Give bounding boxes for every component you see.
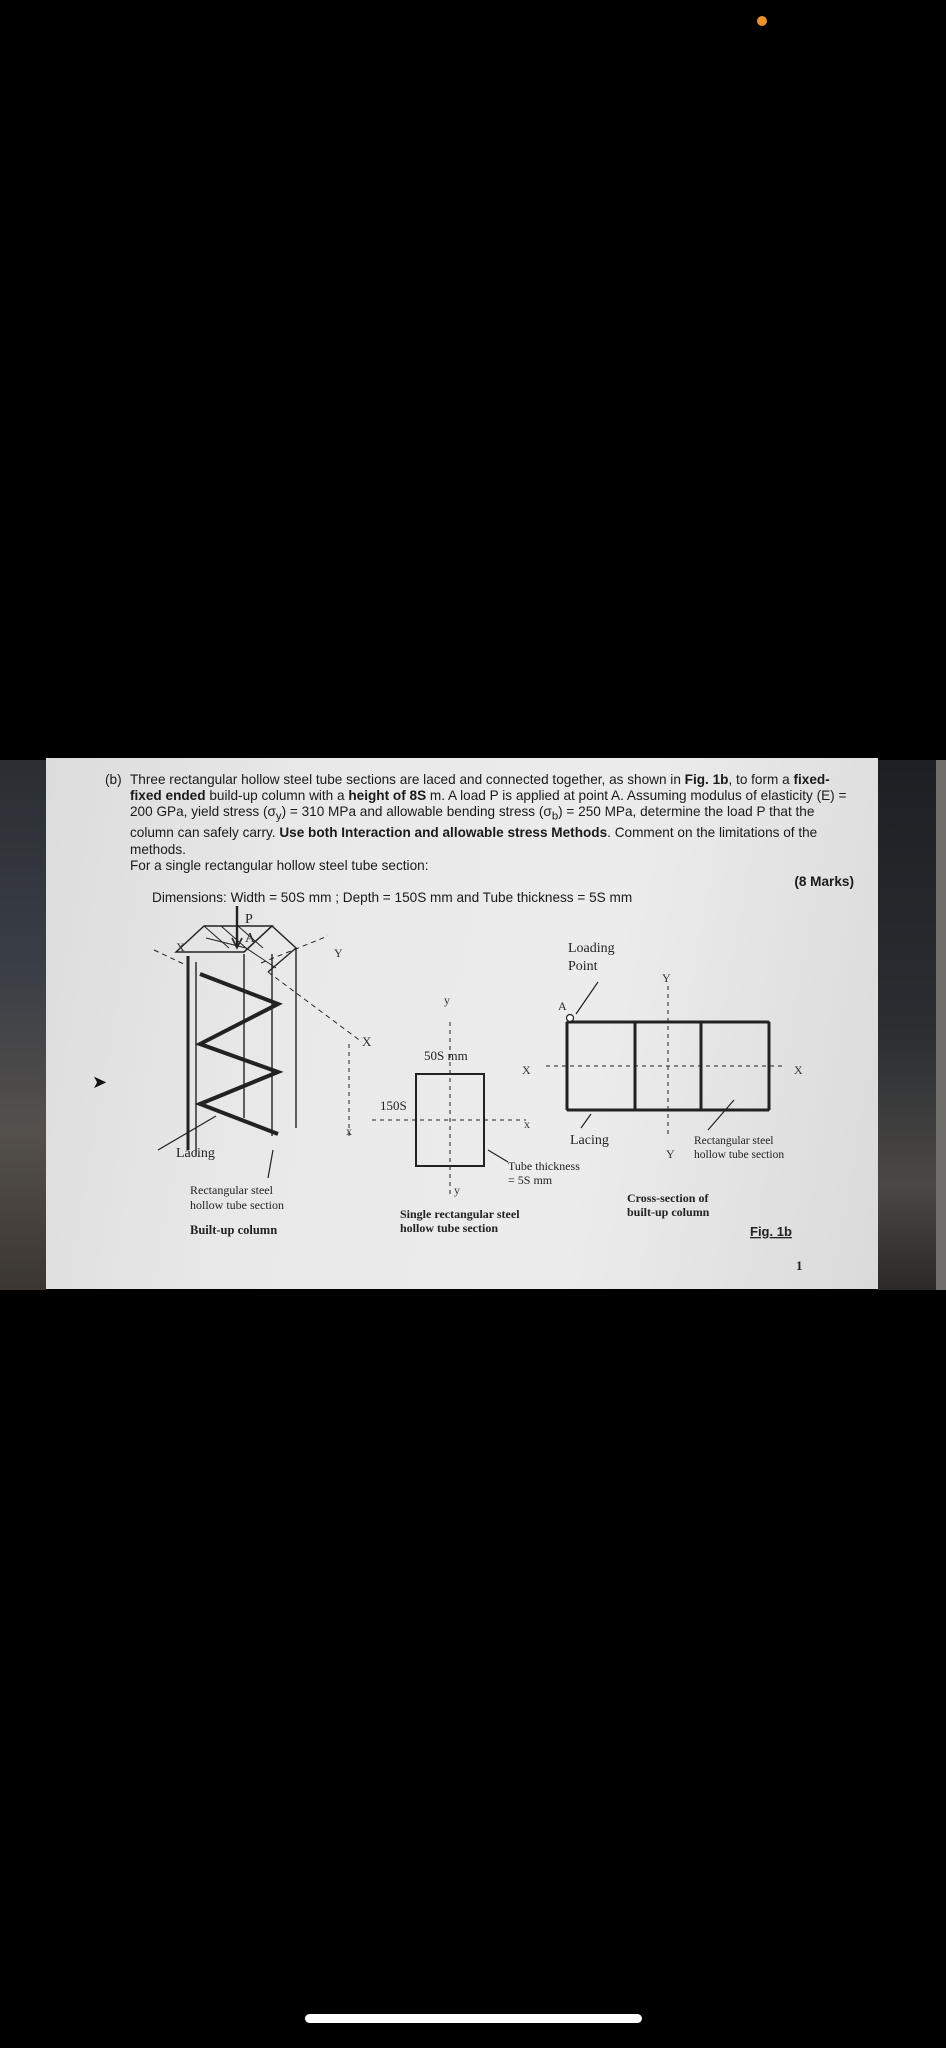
single-caption-line2: hollow tube section <box>400 1221 499 1235</box>
loading-label-line2: Point <box>568 959 598 974</box>
cross-lacing-leader <box>581 1114 591 1128</box>
axis-y-top <box>261 936 328 963</box>
thickness-leader <box>488 1150 508 1162</box>
single-caption-line1: Single rectangular steel <box>400 1207 520 1221</box>
question-segment: b <box>551 811 559 824</box>
built-up-caption: Built-up column <box>190 1223 278 1237</box>
loading-leader <box>576 982 598 1014</box>
dimensions-line: Dimensions: Width = 50S mm ; Depth = 150S mm and Tube thickness = 5S mm <box>152 890 633 906</box>
cross-tube-label-line2: hollow tube section <box>694 1149 785 1161</box>
tube-leader <box>268 1150 273 1178</box>
cross-point-a-label: A <box>558 999 567 1013</box>
background-right-strip <box>936 760 946 1290</box>
cross-tube-label-line1: Rectangular steel <box>694 1135 774 1147</box>
cross-y-bottom-label: Y <box>666 1147 675 1161</box>
status-indicator-dot <box>757 16 767 26</box>
single-y-bottom-label: y <box>454 1183 460 1197</box>
question-segment: m. A load P is applied at point A. Assuming modulus of elasticity (E) = 200 GPa, yield stress (σ <box>130 788 847 820</box>
axis-x-right-label: X <box>362 1034 372 1049</box>
question-segment: height of 8S <box>348 788 427 804</box>
home-indicator[interactable] <box>305 2014 642 2023</box>
question-segment: , to form a <box>728 772 794 787</box>
figure-1b <box>46 758 878 1289</box>
background-left-edge <box>0 760 46 1290</box>
marks-label: (8 Marks) <box>794 873 854 889</box>
cross-caption-line1: Cross-section of <box>627 1191 709 1205</box>
top-inner-edge <box>206 938 276 968</box>
background-right-edge <box>878 760 946 1290</box>
question-segment: ) = 250 MPa, determine the load P that the column can safely carry. <box>130 804 815 841</box>
question-segment: Three rectangular hollow steel tube sections are laced and connected together, as shown in <box>130 772 685 787</box>
question-segment: Fig. 1b <box>684 772 729 787</box>
figure-label: Fig. 1b <box>750 1224 792 1239</box>
tube-label-line2: hollow tube section <box>190 1198 284 1212</box>
cross-tube-leader <box>708 1100 734 1130</box>
question-label: (b) <box>105 772 122 787</box>
single-x-right-label-1: X <box>522 1063 531 1077</box>
cross-caption-line2: built-up column <box>627 1205 710 1219</box>
loading-label-line1: Loading <box>568 941 615 956</box>
thickness-label-line1: Tube thickness <box>508 1159 580 1173</box>
question-segment: Use both Interaction and allowable stress Methods <box>279 825 608 841</box>
exam-paper <box>46 758 878 1289</box>
thickness-label-line2: = 5S mm <box>508 1173 553 1187</box>
page-number: 1 <box>796 1258 803 1273</box>
cross-lacing-label: Lacing <box>570 1133 609 1148</box>
single-width-label: 50S mm <box>424 1048 468 1063</box>
single-y-top-label: y <box>444 993 450 1007</box>
single-depth-label: 150S <box>380 1098 407 1113</box>
tube-label-line1: Rectangular steel <box>190 1183 273 1197</box>
cross-y-top-label: Y <box>662 971 671 985</box>
single-section-intro: For a single rectangular hollow steel tube section: <box>130 857 429 873</box>
question-segment: build-up column with a <box>205 788 349 804</box>
question-segment: fixed-fixed ended <box>130 772 830 804</box>
question-segment: y <box>275 811 282 824</box>
mouse-pointer-icon: ➤ <box>92 1072 108 1092</box>
load-p-label: P <box>245 912 253 927</box>
axis-x-right <box>268 972 362 1042</box>
axis-y-top-label: Y <box>334 946 343 960</box>
cross-x-right-label: X <box>794 1063 803 1077</box>
single-x-right-label-2: x <box>524 1117 530 1131</box>
axis-x-left-label: X <box>176 940 185 954</box>
axis-x-lower-label: x <box>346 1124 352 1138</box>
lacing-zigzag <box>200 974 278 1134</box>
question-segment: ) = 310 MPa and allowable bending stress (σ <box>281 804 552 820</box>
lacing-label: Lacing <box>176 1146 215 1161</box>
question-segment: . Comment on the limitations of the methods. <box>130 825 818 857</box>
loading-point-marker <box>567 1015 574 1022</box>
point-a-label: A <box>245 931 256 946</box>
